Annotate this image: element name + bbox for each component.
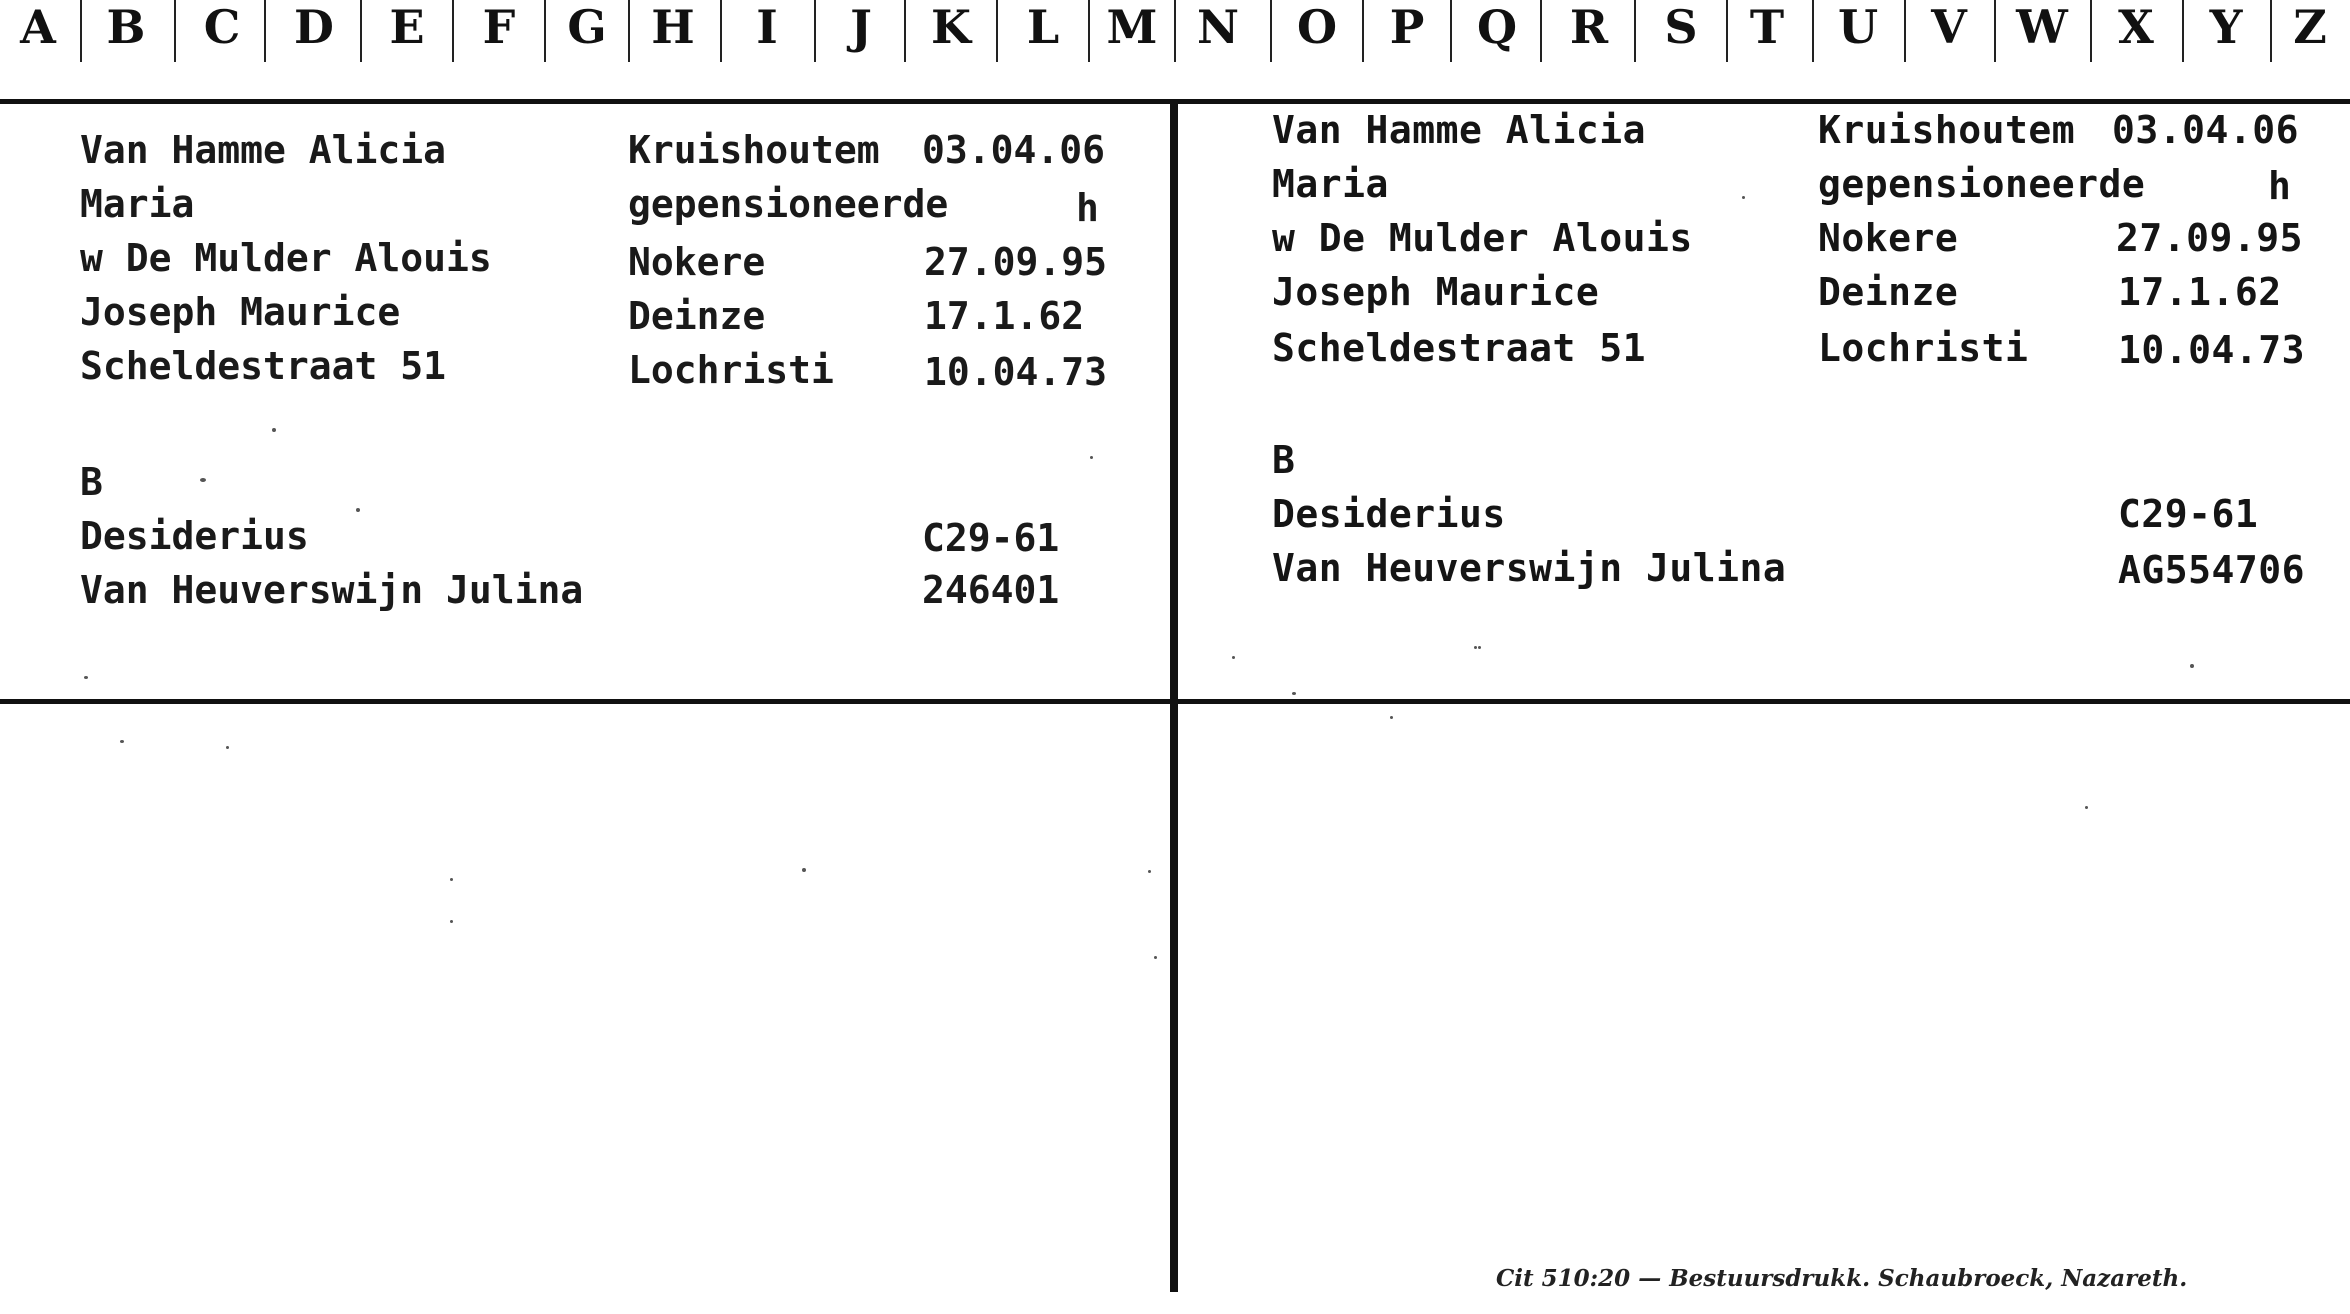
speck	[1478, 646, 1481, 649]
birth-date: 03.04.06	[2112, 108, 2300, 152]
speck	[200, 478, 206, 482]
father-code: C29-61	[2118, 492, 2259, 536]
speck	[272, 428, 276, 432]
marriage-date: 27.09.95	[2116, 216, 2304, 260]
record-card-right	[1272, 108, 2332, 648]
tab-letter: Z	[2293, 0, 2327, 54]
speck	[1232, 656, 1235, 659]
birth-place: Kruishoutem	[628, 128, 880, 172]
tab-letter: J	[850, 0, 872, 54]
speck	[1154, 956, 1157, 959]
birth-place: Kruishoutem	[1818, 108, 2076, 152]
tab-letter: K	[931, 0, 971, 54]
place-3: Deinze	[628, 294, 766, 338]
occupation-code: h	[2268, 164, 2292, 208]
tab-letter: V	[1931, 0, 1967, 54]
speck	[1474, 646, 1477, 649]
speck	[1292, 692, 1296, 695]
section-letter: B	[1272, 438, 1296, 482]
speck	[450, 878, 453, 881]
mother-name: Van Heuverswijn Julina	[1272, 546, 1787, 590]
tab-letter: G	[567, 0, 607, 54]
speck	[450, 920, 453, 923]
speck	[84, 676, 88, 679]
tab-letter: C	[203, 0, 241, 54]
tab-letter: F	[482, 0, 516, 54]
mother-code: 246401	[922, 568, 1060, 612]
tab-letter: X	[2118, 0, 2154, 54]
section-letter: B	[80, 460, 103, 504]
tab-letter: O	[1296, 0, 1338, 54]
marriage-date: 27.09.95	[924, 240, 1108, 284]
father-name: Desiderius	[1272, 492, 1506, 536]
name-line-1: Van Hamme Alicia	[80, 128, 447, 172]
date-4: 10.04.73	[924, 350, 1108, 394]
speck	[2190, 664, 2194, 668]
speck	[1742, 196, 1745, 199]
tab-letter: H	[651, 0, 695, 54]
tab-letter: B	[106, 0, 146, 54]
birth-date: 03.04.06	[922, 128, 1106, 172]
tab-letter: I	[756, 0, 778, 54]
place-3: Deinze	[1818, 270, 1959, 314]
tab-letter: E	[389, 0, 425, 54]
tab-letter: Q	[1476, 0, 1518, 54]
mother-code: AG554706	[2118, 548, 2306, 592]
spouse-names-line: Joseph Maurice	[1272, 270, 1600, 314]
date-4: 10.04.73	[2118, 328, 2306, 372]
record-card-left	[80, 128, 1160, 668]
place-4: Lochristi	[628, 348, 834, 392]
tab-letter: T	[1749, 0, 1785, 54]
date-3: 17.1.62	[2118, 270, 2282, 314]
date-3: 17.1.62	[924, 294, 1085, 338]
speck	[356, 508, 360, 512]
alphabet-index	[0, 0, 2350, 100]
speck	[120, 740, 124, 743]
spouse-names-line: Joseph Maurice	[80, 290, 401, 334]
name-line-2: Maria	[80, 182, 195, 226]
father-name: Desiderius	[80, 514, 309, 558]
marriage-place: Nokere	[1818, 216, 1959, 260]
spouse-line: w De Mulder Alouis	[1272, 216, 1693, 260]
name-line-1: Van Hamme Alicia	[1272, 108, 1647, 152]
speck	[802, 868, 806, 872]
speck	[1148, 870, 1151, 873]
address-line: Scheldestraat 51	[80, 344, 447, 388]
tab-letter: N	[1196, 0, 1240, 54]
tab-letter: L	[1026, 0, 1060, 54]
spouse-line: w De Mulder Alouis	[80, 236, 492, 280]
tab-letter: W	[2016, 0, 2068, 54]
tab-letter: R	[1569, 0, 1609, 54]
occupation-code: h	[1076, 186, 1099, 230]
tab-divider	[80, 0, 82, 62]
mother-name: Van Heuverswijn Julina	[80, 568, 584, 612]
name-line-2: Maria	[1272, 162, 1389, 206]
tab-letter: A	[20, 0, 56, 54]
tab-letter: S	[1664, 0, 1698, 54]
speck	[1390, 716, 1393, 719]
place-4: Lochristi	[1818, 326, 2029, 370]
father-code: C29-61	[922, 516, 1060, 560]
address-line: Scheldestraat 51	[1272, 326, 1647, 370]
occupation: gepensioneerde	[1818, 162, 2146, 206]
printer-footer: Cit 510:20 — Bestuursdrukk. Schaubroeck, Nazareth.	[1496, 1265, 2188, 1292]
tab-letter: P	[1389, 0, 1425, 54]
occupation: gepensioneerde	[628, 182, 949, 226]
tab-letter: U	[1837, 0, 1879, 54]
speck	[226, 746, 229, 749]
tab-letter: D	[294, 0, 334, 54]
tab-letter: M	[1106, 0, 1158, 54]
center-divider	[1170, 100, 1178, 1292]
marriage-place: Nokere	[628, 240, 766, 284]
tab-letter: Y	[2209, 0, 2243, 54]
speck	[1090, 456, 1093, 459]
speck	[2085, 806, 2088, 809]
